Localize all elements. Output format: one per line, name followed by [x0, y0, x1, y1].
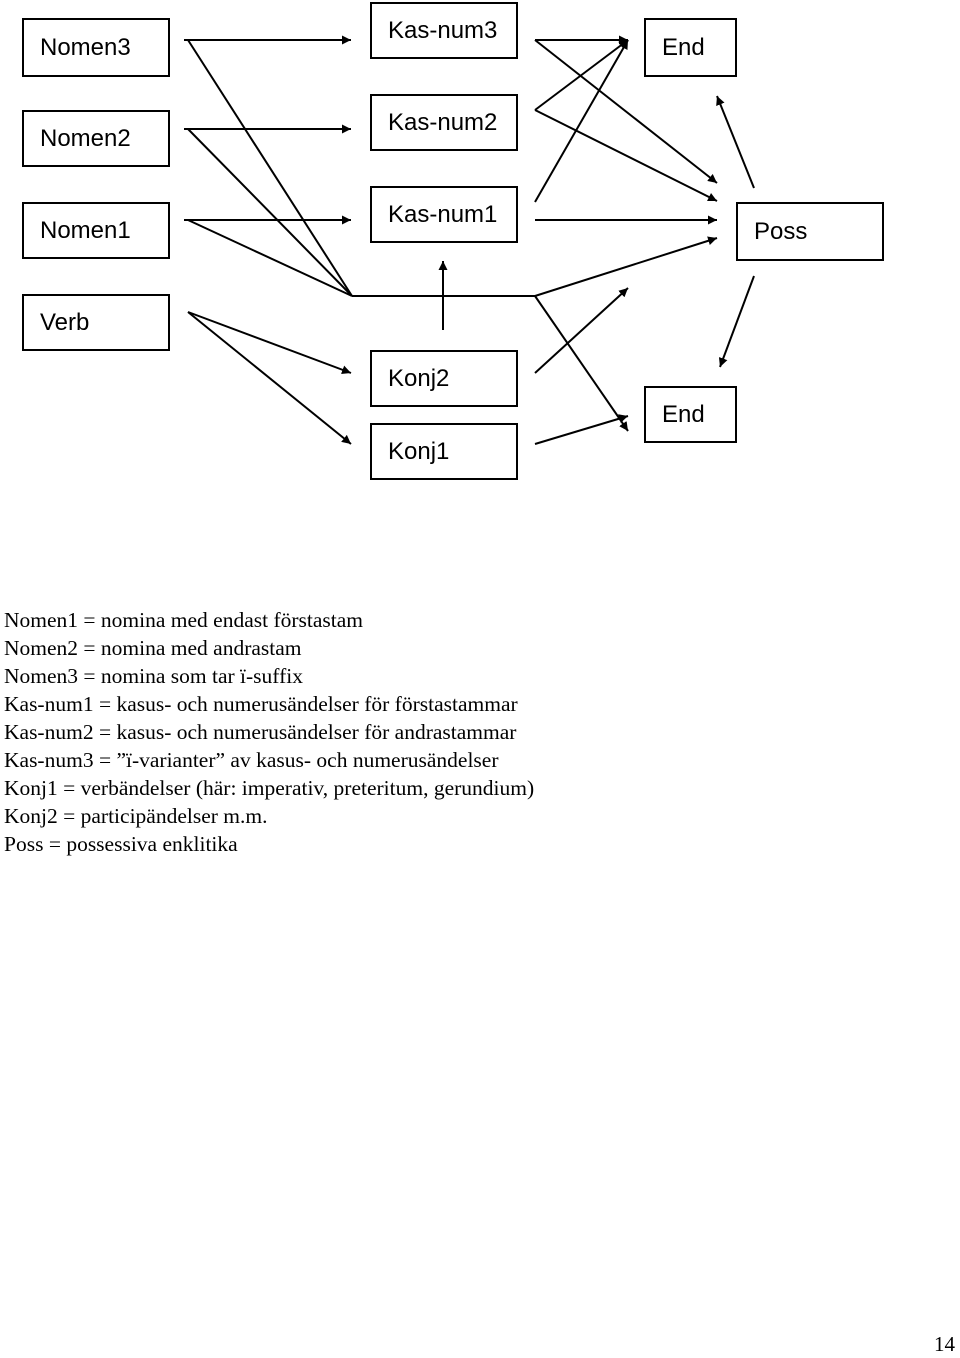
legend: [4, 606, 534, 858]
node-konj1: Konj1: [370, 423, 518, 480]
node-kasnum2: Kas-num2: [370, 94, 518, 151]
node-nomen1: Nomen1: [22, 202, 170, 259]
legend-item: Nomen3 = nomina som tar ï-suffix: [4, 664, 303, 688]
morphology-flow-diagram: [0, 0, 960, 500]
node-konj2: Konj2: [370, 350, 518, 407]
edge-nomen2-junction: [188, 129, 352, 296]
node-end-bottom: End: [644, 386, 737, 443]
node-end-top: End: [644, 18, 737, 77]
edge-junction-end: [535, 296, 628, 431]
edge-kasnum1-end: [535, 40, 628, 202]
node-nomen3: Nomen3: [22, 18, 170, 77]
node-nomen2: Nomen2: [22, 110, 170, 167]
legend-item: Nomen1 = nomina med endast förstastam: [4, 608, 364, 632]
edge-konj2-end: [535, 288, 628, 373]
legend-item: Poss = possessiva enklitika: [4, 832, 238, 856]
edge-poss-end-bottom: [720, 276, 754, 367]
edge-poss-end-top: [717, 96, 754, 188]
edge-verb-konj2: [188, 312, 351, 373]
edge-verb-konj1: [188, 312, 351, 444]
legend-item: Kas-num1 = kasus- och numerusändelser för förstastammar: [4, 692, 518, 716]
legend-item: Konj1 = verbändelser (här: imperativ, preteritum, gerundium): [4, 776, 535, 800]
edge-junction-poss: [535, 238, 717, 296]
node-kasnum1: Kas-num1: [370, 186, 518, 243]
legend-item: Konj2 = participändelser m.m.: [4, 804, 268, 828]
node-verb: Verb: [22, 294, 170, 351]
node-poss: Poss: [736, 202, 884, 261]
legend-item: Kas-num2 = kasus- och numerusändelser för andrastammar: [4, 720, 517, 744]
node-kasnum3: Kas-num3: [370, 2, 518, 59]
legend-item: Kas-num3 = ”ï-varianter” av kasus- och numerusändelser: [4, 748, 499, 772]
edge-konj1-end: [535, 416, 628, 444]
legend-item: Nomen2 = nomina med andrastam: [4, 636, 302, 660]
page-number: 14: [934, 1332, 955, 1356]
